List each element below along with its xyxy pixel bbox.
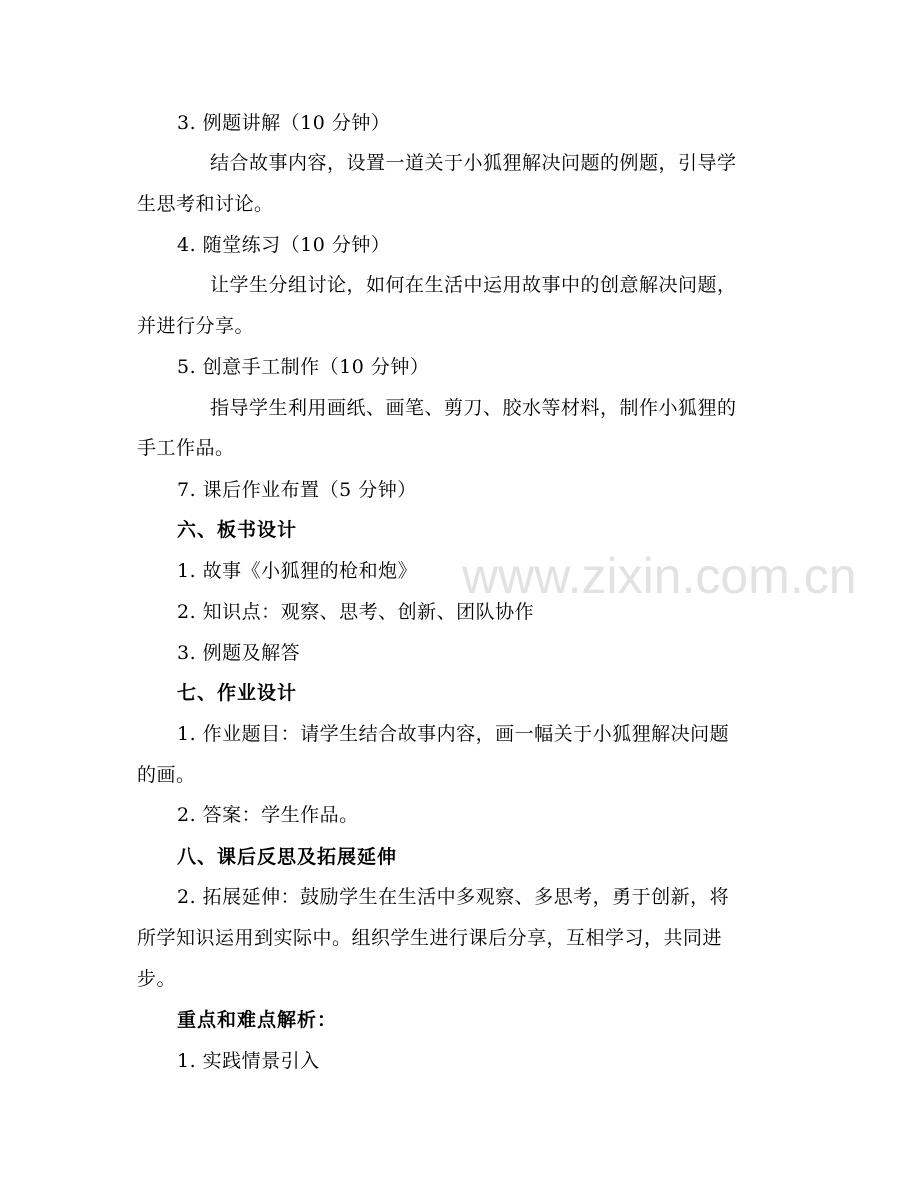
heading-key-points: 重点和难点解析： — [177, 1009, 338, 1031]
homework-item-1-line-1: 1. 作业题目：请学生结合故事内容，画一幅关于小狐狸解决问题 — [177, 723, 730, 745]
board-item-2: 2. 知识点：观察、思考、创新、团队协作 — [177, 601, 535, 623]
extension-line-2: 所学知识运用到实际中。组织学生进行课后分享，互相学习，共同进 — [137, 927, 723, 949]
key-point-1: 1. 实践情景引入 — [177, 1050, 320, 1072]
homework-item-2: 2. 答案：学生作品。 — [177, 804, 359, 826]
section-4-body-line-1: 让学生分组讨论，如何在生活中运用故事中的创意解决问题， — [210, 274, 737, 296]
section-5-body-line-1: 指导学生利用画纸、画笔、剪刀、胶水等材料，制作小狐狸的 — [210, 397, 737, 419]
homework-item-1-line-2: 的画。 — [137, 764, 196, 786]
section-7-title: 7. 课后作业布置（5 分钟） — [177, 479, 417, 501]
section-5-title: 5. 创意手工制作（10 分钟） — [177, 356, 430, 378]
heading-homework-design: 七、作业设计 — [177, 682, 298, 704]
heading-board-design: 六、板书设计 — [177, 519, 298, 541]
extension-line-1: 2. 拓展延伸：鼓励学生在生活中多观察、多思考，勇于创新，将 — [177, 886, 730, 908]
section-4-title: 4. 随堂练习（10 分钟） — [177, 234, 391, 256]
board-item-3: 3. 例题及解答 — [177, 642, 301, 664]
section-4-body-line-2: 并进行分享。 — [137, 315, 255, 337]
section-3-title: 3. 例题讲解（10 分钟） — [177, 112, 391, 134]
watermark-text: www.zixin.com.cn — [462, 548, 857, 604]
board-item-1: 1. 故事《小狐狸的枪和炮》 — [177, 560, 418, 582]
section-3-body-line-1: 结合故事内容，设置一道关于小狐狸解决问题的例题，引导学 — [210, 152, 737, 174]
extension-line-3: 步。 — [137, 968, 177, 990]
section-3-body-line-2: 生思考和讨论。 — [137, 193, 274, 215]
section-5-body-line-2: 手工作品。 — [137, 437, 235, 459]
heading-reflection-extension: 八、课后反思及拓展延伸 — [177, 846, 398, 868]
